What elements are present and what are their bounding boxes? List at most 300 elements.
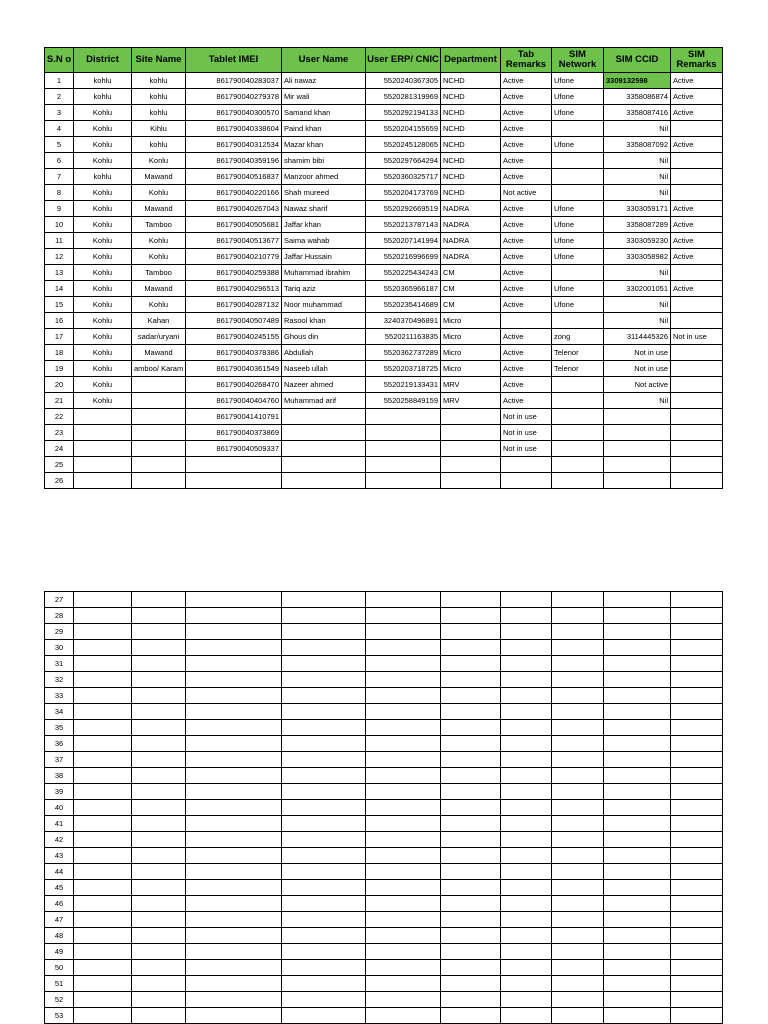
cell-sim-remarks: [671, 345, 723, 361]
cell-district: Kohlu: [74, 153, 132, 169]
cell-sim-ccid: [604, 736, 671, 752]
table-row: [45, 928, 723, 944]
cell-sim-remarks: [671, 832, 723, 848]
cell-sim-remarks: [671, 784, 723, 800]
cell-site-name: Konlu: [132, 153, 186, 169]
cell-district: [74, 592, 132, 608]
cell-department: CM: [441, 281, 501, 297]
cell-sno: 37: [45, 752, 74, 768]
cell-district: [74, 752, 132, 768]
cell-sim-network: [552, 864, 604, 880]
cell-tab-remarks: [501, 752, 552, 768]
cell-tablet-imei: 861790040220166: [186, 185, 282, 201]
cell-user-name: [282, 608, 366, 624]
table-row: [45, 592, 723, 608]
cell-sim-ccid: [604, 592, 671, 608]
cell-tab-remarks: [501, 720, 552, 736]
cell-tab-remarks: Active: [501, 345, 552, 361]
cell-sim-ccid: [604, 768, 671, 784]
cell-tab-remarks: Active: [501, 137, 552, 153]
cell-department: MRV: [441, 377, 501, 393]
cell-site-name: Kohlu: [132, 233, 186, 249]
cell-department: [441, 473, 501, 489]
cell-user-name: [282, 457, 366, 473]
cell-site-name: Kahan: [132, 313, 186, 329]
cell-sno: 18: [45, 345, 74, 361]
cell-district: [74, 944, 132, 960]
cell-sim-network: Telenor: [552, 361, 604, 377]
cell-tab-remarks: [501, 864, 552, 880]
table-row: [45, 736, 723, 752]
cell-sno: 21: [45, 393, 74, 409]
cell-site-name: [132, 592, 186, 608]
table-row: [45, 345, 723, 361]
cell-district: [74, 880, 132, 896]
cell-department: [441, 912, 501, 928]
cell-sim-remarks: [671, 864, 723, 880]
cell-department: [441, 441, 501, 457]
cell-sim-network: Ufone: [552, 249, 604, 265]
cell-site-name: [132, 944, 186, 960]
cell-tab-remarks: Active: [501, 329, 552, 345]
cell-department: [441, 672, 501, 688]
cell-tablet-imei: 861790040505681: [186, 217, 282, 233]
cell-department: NADRA: [441, 201, 501, 217]
table-row: [45, 393, 723, 409]
cell-department: CM: [441, 297, 501, 313]
cell-user-name: [282, 640, 366, 656]
cell-user-erp-cnic: [366, 473, 441, 489]
cell-user-name: [282, 896, 366, 912]
cell-user-erp-cnic: [366, 880, 441, 896]
cell-site-name: [132, 768, 186, 784]
cell-tablet-imei: 861790040513677: [186, 233, 282, 249]
cell-user-erp-cnic: 5520204155659: [366, 121, 441, 137]
table-row: [45, 704, 723, 720]
cell-site-name: Mawand: [132, 201, 186, 217]
cell-department: NCHD: [441, 73, 501, 89]
cell-user-erp-cnic: 5520297664294: [366, 153, 441, 169]
cell-user-erp-cnic: [366, 752, 441, 768]
cell-district: [74, 960, 132, 976]
cell-sno: 12: [45, 249, 74, 265]
cell-tab-remarks: [501, 832, 552, 848]
cell-sim-ccid: Nil: [604, 393, 671, 409]
cell-sim-ccid: [604, 992, 671, 1008]
cell-sno: 5: [45, 137, 74, 153]
cell-district: Kohlu: [74, 393, 132, 409]
cell-user-name: [282, 672, 366, 688]
cell-user-name: [282, 409, 366, 425]
cell-user-name: [282, 592, 366, 608]
cell-user-name: Ali nawaz: [282, 73, 366, 89]
cell-tab-remarks: [501, 880, 552, 896]
cell-sim-network: Ufone: [552, 281, 604, 297]
cell-tablet-imei: [186, 784, 282, 800]
cell-sim-ccid: Nil: [604, 297, 671, 313]
cell-district: [74, 832, 132, 848]
cell-tab-remarks: Active: [501, 233, 552, 249]
cell-user-erp-cnic: [366, 816, 441, 832]
cell-tablet-imei: 861790040507489: [186, 313, 282, 329]
cell-district: Kohlu: [74, 329, 132, 345]
cell-sim-network: Telenor: [552, 345, 604, 361]
cell-department: [441, 928, 501, 944]
cell-department: [441, 848, 501, 864]
cell-sim-network: [552, 121, 604, 137]
cell-sim-ccid: Nil: [604, 153, 671, 169]
cell-tablet-imei: 861790040268470: [186, 377, 282, 393]
cell-district: [74, 624, 132, 640]
cell-sim-network: [552, 768, 604, 784]
cell-sim-ccid: [604, 896, 671, 912]
cell-sno: 14: [45, 281, 74, 297]
table-row: [45, 896, 723, 912]
cell-sim-network: Ufone: [552, 73, 604, 89]
cell-user-name: [282, 864, 366, 880]
cell-department: [441, 704, 501, 720]
cell-sim-ccid: [604, 720, 671, 736]
cell-sim-ccid: 3303058982: [604, 249, 671, 265]
cell-sim-remarks: [671, 169, 723, 185]
cell-user-erp-cnic: [366, 720, 441, 736]
cell-tab-remarks: Active: [501, 105, 552, 121]
cell-tablet-imei: [186, 768, 282, 784]
cell-sno: 7: [45, 169, 74, 185]
records-table: [44, 47, 723, 489]
cell-sim-ccid: 3303059230: [604, 233, 671, 249]
cell-user-erp-cnic: 5520292194133: [366, 105, 441, 121]
cell-tab-remarks: Active: [501, 73, 552, 89]
cell-user-erp-cnic: [366, 800, 441, 816]
cell-sim-network: [552, 592, 604, 608]
table-row: [45, 992, 723, 1008]
cell-user-erp-cnic: [366, 960, 441, 976]
cell-tablet-imei: 861790040312534: [186, 137, 282, 153]
cell-sim-ccid: Nil: [604, 265, 671, 281]
cell-sim-ccid: [604, 864, 671, 880]
cell-tablet-imei: [186, 672, 282, 688]
cell-user-name: Samand khan: [282, 105, 366, 121]
cell-tab-remarks: Not in use: [501, 425, 552, 441]
cell-sim-remarks: [671, 457, 723, 473]
cell-sim-network: [552, 720, 604, 736]
header-tablet-imei: Tablet IMEI: [186, 48, 282, 73]
cell-sim-network: [552, 425, 604, 441]
cell-sim-network: [552, 169, 604, 185]
cell-sim-remarks: [671, 265, 723, 281]
cell-user-erp-cnic: [366, 832, 441, 848]
cell-site-name: [132, 409, 186, 425]
cell-site-name: [132, 912, 186, 928]
cell-sim-ccid: Not active: [604, 377, 671, 393]
cell-district: [74, 409, 132, 425]
cell-district: [74, 704, 132, 720]
cell-user-erp-cnic: [366, 640, 441, 656]
cell-sim-network: Ufone: [552, 137, 604, 153]
cell-department: [441, 1008, 501, 1024]
cell-sim-remarks: [671, 816, 723, 832]
cell-user-erp-cnic: [366, 672, 441, 688]
cell-sim-ccid: [604, 976, 671, 992]
cell-tab-remarks: [501, 928, 552, 944]
cell-site-name: [132, 928, 186, 944]
cell-department: [441, 640, 501, 656]
cell-sim-ccid: 3358086874: [604, 89, 671, 105]
cell-sim-remarks: [671, 297, 723, 313]
table-row: [45, 1008, 723, 1024]
cell-site-name: kohlu: [132, 89, 186, 105]
cell-department: Micro: [441, 345, 501, 361]
cell-user-name: [282, 928, 366, 944]
cell-district: Kohlu: [74, 233, 132, 249]
cell-sim-remarks: [671, 608, 723, 624]
cell-tab-remarks: [501, 944, 552, 960]
cell-tab-remarks: [501, 896, 552, 912]
cell-user-name: Mazar khan: [282, 137, 366, 153]
table-row: [45, 688, 723, 704]
cell-tab-remarks: [501, 1008, 552, 1024]
cell-user-erp-cnic: [366, 592, 441, 608]
cell-sim-network: [552, 409, 604, 425]
cell-tablet-imei: [186, 473, 282, 489]
cell-tab-remarks: [501, 768, 552, 784]
table-row: [45, 265, 723, 281]
cell-user-erp-cnic: [366, 928, 441, 944]
cell-sno: 42: [45, 832, 74, 848]
cell-sim-network: Ufone: [552, 233, 604, 249]
cell-user-name: Abdullah: [282, 345, 366, 361]
cell-user-name: shamim bibi: [282, 153, 366, 169]
cell-sim-remarks: [671, 153, 723, 169]
cell-tablet-imei: [186, 640, 282, 656]
cell-tab-remarks: [501, 704, 552, 720]
cell-site-name: [132, 640, 186, 656]
cell-sim-ccid: 3358087289: [604, 217, 671, 233]
cell-district: Kohlu: [74, 249, 132, 265]
blank-rows-table: [44, 591, 723, 1024]
cell-sim-remarks: [671, 880, 723, 896]
cell-site-name: Kihlu: [132, 121, 186, 137]
cell-sno: 20: [45, 377, 74, 393]
cell-sim-network: [552, 1008, 604, 1024]
cell-user-erp-cnic: [366, 864, 441, 880]
cell-department: [441, 409, 501, 425]
cell-sim-remarks: Active: [671, 249, 723, 265]
cell-tablet-imei: [186, 864, 282, 880]
cell-district: [74, 896, 132, 912]
cell-sim-remarks: [671, 377, 723, 393]
cell-tab-remarks: Active: [501, 265, 552, 281]
cell-sim-network: [552, 800, 604, 816]
table-row: [45, 297, 723, 313]
cell-sim-remarks: Active: [671, 201, 723, 217]
table-row: [45, 473, 723, 489]
cell-tab-remarks: Active: [501, 201, 552, 217]
cell-user-erp-cnic: 5520216996699: [366, 249, 441, 265]
table-row: [45, 409, 723, 425]
cell-tab-remarks: Active: [501, 217, 552, 233]
cell-user-erp-cnic: [366, 976, 441, 992]
cell-district: Kohlu: [74, 137, 132, 153]
cell-tab-remarks: Not in use: [501, 441, 552, 457]
cell-department: NCHD: [441, 153, 501, 169]
cell-tablet-imei: [186, 800, 282, 816]
cell-tablet-imei: 861790040259388: [186, 265, 282, 281]
cell-sim-ccid: 3114445326: [604, 329, 671, 345]
cell-sim-network: [552, 784, 604, 800]
cell-user-name: [282, 944, 366, 960]
cell-sim-ccid: [604, 832, 671, 848]
cell-site-name: Tamboo: [132, 265, 186, 281]
table-row: [45, 656, 723, 672]
cell-site-name: Mawand: [132, 169, 186, 185]
cell-sim-network: [552, 313, 604, 329]
cell-tab-remarks: Active: [501, 377, 552, 393]
cell-sim-network: [552, 912, 604, 928]
cell-sim-network: [552, 377, 604, 393]
cell-sim-ccid: [604, 608, 671, 624]
cell-tab-remarks: [501, 640, 552, 656]
header-tab-remarks: Tab Remarks: [501, 48, 552, 73]
table-row: [45, 457, 723, 473]
cell-sim-ccid: Nil: [604, 121, 671, 137]
cell-sim-remarks: Active: [671, 105, 723, 121]
cell-user-name: Muhammad ibrahim: [282, 265, 366, 281]
table-row: [45, 720, 723, 736]
cell-user-name: Shah mureed: [282, 185, 366, 201]
table-row: [45, 672, 723, 688]
cell-user-erp-cnic: [366, 704, 441, 720]
cell-department: [441, 992, 501, 1008]
cell-user-erp-cnic: [366, 457, 441, 473]
cell-tablet-imei: 861790040509337: [186, 441, 282, 457]
cell-department: [441, 457, 501, 473]
cell-district: [74, 1008, 132, 1024]
cell-tablet-imei: [186, 688, 282, 704]
cell-district: [74, 425, 132, 441]
table-row: [45, 848, 723, 864]
cell-site-name: [132, 704, 186, 720]
cell-tablet-imei: 861790041410791: [186, 409, 282, 425]
cell-sim-remarks: [671, 688, 723, 704]
header-row: [45, 48, 723, 73]
cell-sim-network: Ufone: [552, 89, 604, 105]
cell-tablet-imei: 861790040267043: [186, 201, 282, 217]
cell-sim-ccid: [604, 880, 671, 896]
table-row: [45, 816, 723, 832]
cell-tab-remarks: Not active: [501, 185, 552, 201]
cell-district: Kohlu: [74, 361, 132, 377]
cell-user-name: Jaffar Hussain: [282, 249, 366, 265]
cell-tab-remarks: [501, 848, 552, 864]
cell-sim-network: [552, 992, 604, 1008]
cell-department: NCHD: [441, 105, 501, 121]
cell-user-name: Nawaz sharif: [282, 201, 366, 217]
cell-user-erp-cnic: 5520365966187: [366, 281, 441, 297]
cell-tab-remarks: [501, 624, 552, 640]
cell-district: [74, 912, 132, 928]
cell-tab-remarks: [501, 784, 552, 800]
cell-user-erp-cnic: 5520360325717: [366, 169, 441, 185]
cell-sim-network: zong: [552, 329, 604, 345]
table-row: [45, 185, 723, 201]
cell-site-name: [132, 992, 186, 1008]
cell-tab-remarks: [501, 736, 552, 752]
table-row: [45, 864, 723, 880]
cell-site-name: [132, 816, 186, 832]
cell-sno: 15: [45, 297, 74, 313]
cell-sim-remarks: [671, 313, 723, 329]
cell-site-name: [132, 1008, 186, 1024]
header-sim-ccid: SIM CCID: [604, 48, 671, 73]
cell-user-name: [282, 800, 366, 816]
cell-tab-remarks: [501, 992, 552, 1008]
cell-sim-remarks: Active: [671, 281, 723, 297]
cell-sim-network: [552, 688, 604, 704]
table-row: [45, 608, 723, 624]
cell-site-name: [132, 720, 186, 736]
cell-district: Kohlu: [74, 217, 132, 233]
cell-sno: 10: [45, 217, 74, 233]
cell-sim-ccid: 3302001051: [604, 281, 671, 297]
cell-department: NCHD: [441, 185, 501, 201]
cell-sim-remarks: [671, 768, 723, 784]
table-row: [45, 976, 723, 992]
cell-sim-remarks: [671, 121, 723, 137]
cell-sno: 35: [45, 720, 74, 736]
cell-department: [441, 960, 501, 976]
header-department: Department: [441, 48, 501, 73]
table-row: [45, 217, 723, 233]
cell-sim-ccid: [604, 912, 671, 928]
cell-user-erp-cnic: [366, 992, 441, 1008]
cell-department: CM: [441, 265, 501, 281]
cell-department: NADRA: [441, 233, 501, 249]
cell-sno: 23: [45, 425, 74, 441]
cell-district: [74, 800, 132, 816]
cell-department: [441, 624, 501, 640]
cell-user-name: Rasool khan: [282, 313, 366, 329]
cell-user-erp-cnic: [366, 441, 441, 457]
cell-user-name: [282, 736, 366, 752]
cell-department: [441, 944, 501, 960]
cell-sim-ccid: [604, 409, 671, 425]
cell-user-name: [282, 720, 366, 736]
cell-tab-remarks: [501, 313, 552, 329]
cell-site-name: amboo/ Karam: [132, 361, 186, 377]
cell-user-name: [282, 880, 366, 896]
cell-user-erp-cnic: 5520219133431: [366, 377, 441, 393]
cell-district: [74, 768, 132, 784]
cell-sim-network: [552, 896, 604, 912]
cell-department: [441, 816, 501, 832]
cell-tablet-imei: [186, 1008, 282, 1024]
cell-sim-network: [552, 473, 604, 489]
cell-user-erp-cnic: [366, 608, 441, 624]
cell-user-name: Paind khan: [282, 121, 366, 137]
cell-sno: 2: [45, 89, 74, 105]
cell-user-erp-cnic: 3240370496891: [366, 313, 441, 329]
cell-sno: 8: [45, 185, 74, 201]
cell-user-erp-cnic: [366, 736, 441, 752]
cell-district: Kohlu: [74, 105, 132, 121]
cell-sim-remarks: [671, 656, 723, 672]
cell-site-name: Kohlu: [132, 297, 186, 313]
cell-sim-ccid: [604, 1008, 671, 1024]
cell-user-name: [282, 656, 366, 672]
cell-sim-remarks: [671, 441, 723, 457]
